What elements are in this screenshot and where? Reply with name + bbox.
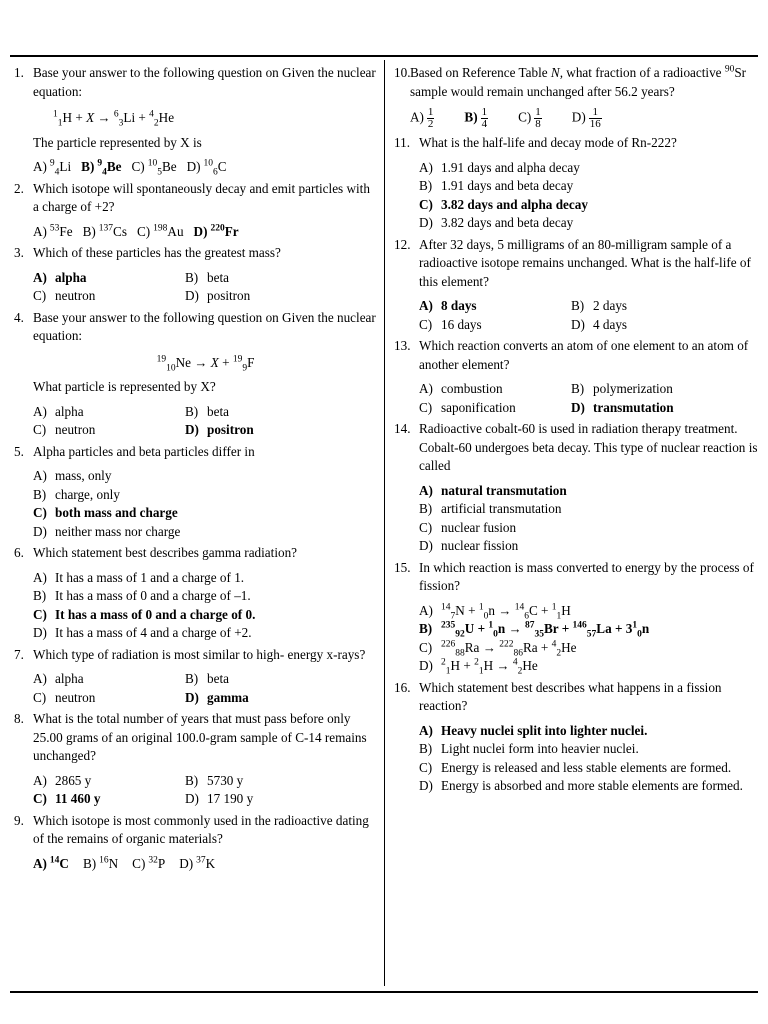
question-11 [394,134,760,233]
choice-c[interactable]: C) It has a mass of 0 and a charge of 0. [33,606,256,622]
choice-d[interactable]: D) $^{10}_6$C [186,158,227,178]
question-number: 15. [394,559,411,575]
choice-a[interactable]: A) $^{53}$Fe [33,223,73,239]
question-3 [14,244,378,306]
choice-a[interactable]: A) mass, only [33,468,112,483]
choice-b[interactable]: B) 1.91 days and beta decay [419,178,574,193]
question-stem: Which reaction converts an atom of one element to an atom of another element? [419,338,749,372]
question-stem: Which of these particles has the greatest mass? [33,245,281,260]
choice-b[interactable]: B) 2 days [571,298,628,313]
choice-c[interactable]: C) 11 460 y [33,791,101,806]
question-2 [14,180,378,242]
question-stem: Based on Reference Table N, what fraction of a radioactive $^{90}$Sr sample would remain unchanged after 56.2 years? [410,64,747,99]
question-stem: In which reaction is mass converted to energy by the process of fission? [419,559,754,593]
question-stem: Which type of radiation is most similar to high- energy x-rays? [33,646,366,662]
choice-d[interactable]: D) 3.82 days and beta decay [419,215,574,230]
choice-d[interactable]: D) neither mass nor charge [33,523,181,539]
choice-b[interactable]: B) polymerization [571,381,673,396]
choice-a[interactable]: A) $^9_4$Li [33,158,72,178]
question-stem: What is the total number of years that must pass before only 25.00 grams of an original 100.0-gram sample of C-14 remains unchanged? [33,711,367,763]
column-divider [384,60,385,986]
bottom-rule [10,991,758,993]
question-number: 6. [14,545,24,560]
question-6 [14,544,378,643]
choice-b[interactable]: B) artificial transmutation [419,501,562,516]
question-number: 10. [394,65,411,80]
choice-b[interactable]: B) beta [185,269,229,285]
choice-a[interactable]: A) $^{14}_7$N + $^1_0$n → $^{14}_6$C + $^1_1$H [419,602,571,622]
question-stem: Which statement best describes what happens in a fission reaction? [419,679,722,713]
choice-d[interactable]: D) nuclear fission [419,538,519,553]
choice-d[interactable]: D) positron [185,422,254,437]
choice-c[interactable]: C) $\frac{1}{8}$ [518,106,541,130]
question-number: 12. [394,236,411,252]
left-column [14,64,378,876]
question-stem: Which isotope will spontaneously decay and emit particles with a charge of +2? [33,180,370,214]
choice-a[interactable]: A) alpha [33,269,87,285]
answer-choices [33,403,378,440]
question-15 [394,559,760,676]
question-number: 4. [14,309,24,325]
choice-b[interactable]: B) $^{137}$Cs [82,223,127,239]
answer-choices [419,602,760,676]
answer-choices [419,722,760,796]
answer-choices [419,380,760,417]
question-number: 16. [394,679,411,695]
question-stem: Base your answer to the following question on Given the nuclear equation: [33,309,376,343]
choice-a[interactable]: A) alpha [33,403,84,419]
choice-c[interactable]: C) 16 days [419,316,482,332]
choice-d[interactable]: D) transmutation [571,399,674,415]
question-stem: Which statement best describes gamma radiation? [33,545,298,560]
choice-c[interactable]: C) saponification [419,399,516,415]
question-prompt: What particle is represented by X? [33,379,216,394]
choice-b[interactable]: B) $^9_4$Be [81,158,122,178]
question-14 [394,420,760,556]
answer-choices [419,159,760,233]
question-number: 1. [14,65,24,80]
choice-b[interactable]: B) $^{235}_{92}U + ^1_0n \to ^{87}_{35}Br + ^{146}_{57}La + 3^1_0n$ [419,620,650,640]
answer-choices [410,107,760,130]
nuclear-equation: $^1_1$H + X → $^6_3$Li + $^4_2$He [53,109,175,129]
choice-d[interactable]: D) 4 days [571,316,628,332]
question-stem: What is the half-life and decay mode of Rn-222? [419,135,677,150]
choice-c[interactable]: C) $^{226}_{88}$Ra → $^{222}_{86}$Ra + $^4_2$He [419,639,577,659]
question-stem: Base your answer to the following question on Given the nuclear equation: [33,65,376,99]
question-16 [394,679,760,796]
choice-b[interactable]: B) 5730 y [185,772,244,788]
question-4 [14,309,378,440]
question-1 [14,64,378,177]
answer-choices [33,269,378,306]
answer-choices [33,772,378,809]
question-number: 13. [394,338,411,353]
question-number: 5. [14,443,24,459]
choice-c[interactable]: C) neutron [33,288,96,303]
question-number: 9. [14,812,24,828]
choice-c[interactable]: C) neutron [33,689,96,705]
question-10 [394,64,760,130]
nuclear-equation: $^{19}_{10}$Ne → X + $^{19}_9$F [156,354,255,374]
answer-choices [33,223,378,242]
question-number: 14. [394,421,411,436]
question-stem: After 32 days, 5 milligrams of an 80-milligram sample of a radioactive isotope remains unchanged. What is the half-life of this element? [419,236,751,289]
question-9 [14,812,378,874]
question-13 [394,337,760,417]
question-number: 11. [394,135,410,150]
choice-b[interactable]: B) $\frac{1}{4}$ [464,106,488,130]
choice-d[interactable]: D) $\frac{1}{16}$ [571,106,601,130]
choice-c[interactable]: C) $^{32}$P [132,855,166,871]
question-prompt: The particle represented by X is [33,134,202,150]
choice-b[interactable]: B) It has a mass of 0 and a charge of –1. [33,588,251,603]
choice-b[interactable]: B) beta [185,403,229,419]
choice-a[interactable]: A) natural transmutation [419,482,567,498]
question-number: 7. [14,646,24,662]
choice-c[interactable]: C) Energy is released and less stable elements are formed. [419,759,732,775]
question-5 [14,443,378,542]
choice-c[interactable]: C) $^{10}_5$Be [131,158,177,178]
answer-choices [33,467,378,541]
choice-a[interactable]: A) alpha [33,671,84,686]
choice-a[interactable]: A) combustion [419,381,503,396]
answer-choices [33,569,378,643]
choice-a[interactable]: A) $\frac{1}{2}$ [410,106,434,130]
choice-a[interactable]: A) It has a mass of 1 and a charge of 1. [33,569,245,585]
choice-a[interactable]: A) 8 days [419,298,477,313]
choice-a[interactable]: A) 2865 y [33,772,92,788]
choice-c[interactable]: C) nuclear fusion [419,519,517,535]
choice-d[interactable]: D) It has a mass of 4 and a charge of +2. [33,625,252,640]
answer-choices [419,482,760,556]
choice-d[interactable]: D) 17 190 y [185,791,254,806]
choice-b[interactable]: B) charge, only [33,486,120,502]
question-number: 2. [14,180,24,196]
question-number: 8. [14,711,24,726]
right-column [394,64,760,799]
choice-c[interactable]: C) neutron [33,422,96,437]
choice-d[interactable]: D) positron [185,288,251,303]
question-number: 3. [14,245,24,260]
choice-d[interactable]: D) gamma [185,689,249,705]
answer-choices [33,855,378,874]
choice-c[interactable]: C) 3.82 days and alpha decay [419,196,588,212]
choice-c[interactable]: C) both mass and charge [33,505,178,520]
choice-a[interactable]: A) Heavy nuclei split into lighter nuclei. [419,722,648,738]
question-8 [14,710,378,809]
choice-d[interactable]: D) $^2_1$H + $^2_1$H → $^4_2$He [419,657,538,677]
choice-a[interactable]: A) $^{14}$C [33,855,69,871]
question-12 [394,236,760,335]
question-7 [14,646,378,708]
choice-d[interactable]: D) Energy is absorbed and more stable elements are formed. [419,778,743,793]
question-stem: Which isotope is most commonly used in the radioactive dating of the remains of organic materials? [33,812,369,846]
choice-b[interactable]: B) beta [185,671,229,686]
answer-choices [33,158,378,177]
top-rule [10,55,758,57]
choice-b[interactable]: B) Light nuclei form into heavier nuclei. [419,741,639,756]
choice-c[interactable]: C) $^{198}$Au [136,223,184,239]
choice-b[interactable]: B) $^{16}$N [82,855,119,871]
question-stem: Alpha particles and beta particles differ in [33,443,255,459]
choice-d[interactable]: D) $^{220}$Fr [193,223,239,239]
question-stem: Radioactive cobalt-60 is used in radiation therapy treatment. Cobalt-60 undergoes beta decay. This type of nuclear reaction is called [419,421,758,473]
answer-choices [419,297,760,334]
choice-a[interactable]: A) 1.91 days and alpha decay [419,159,580,175]
choice-d[interactable]: D) $^{37}$K [179,855,216,871]
answer-choices [33,670,378,707]
